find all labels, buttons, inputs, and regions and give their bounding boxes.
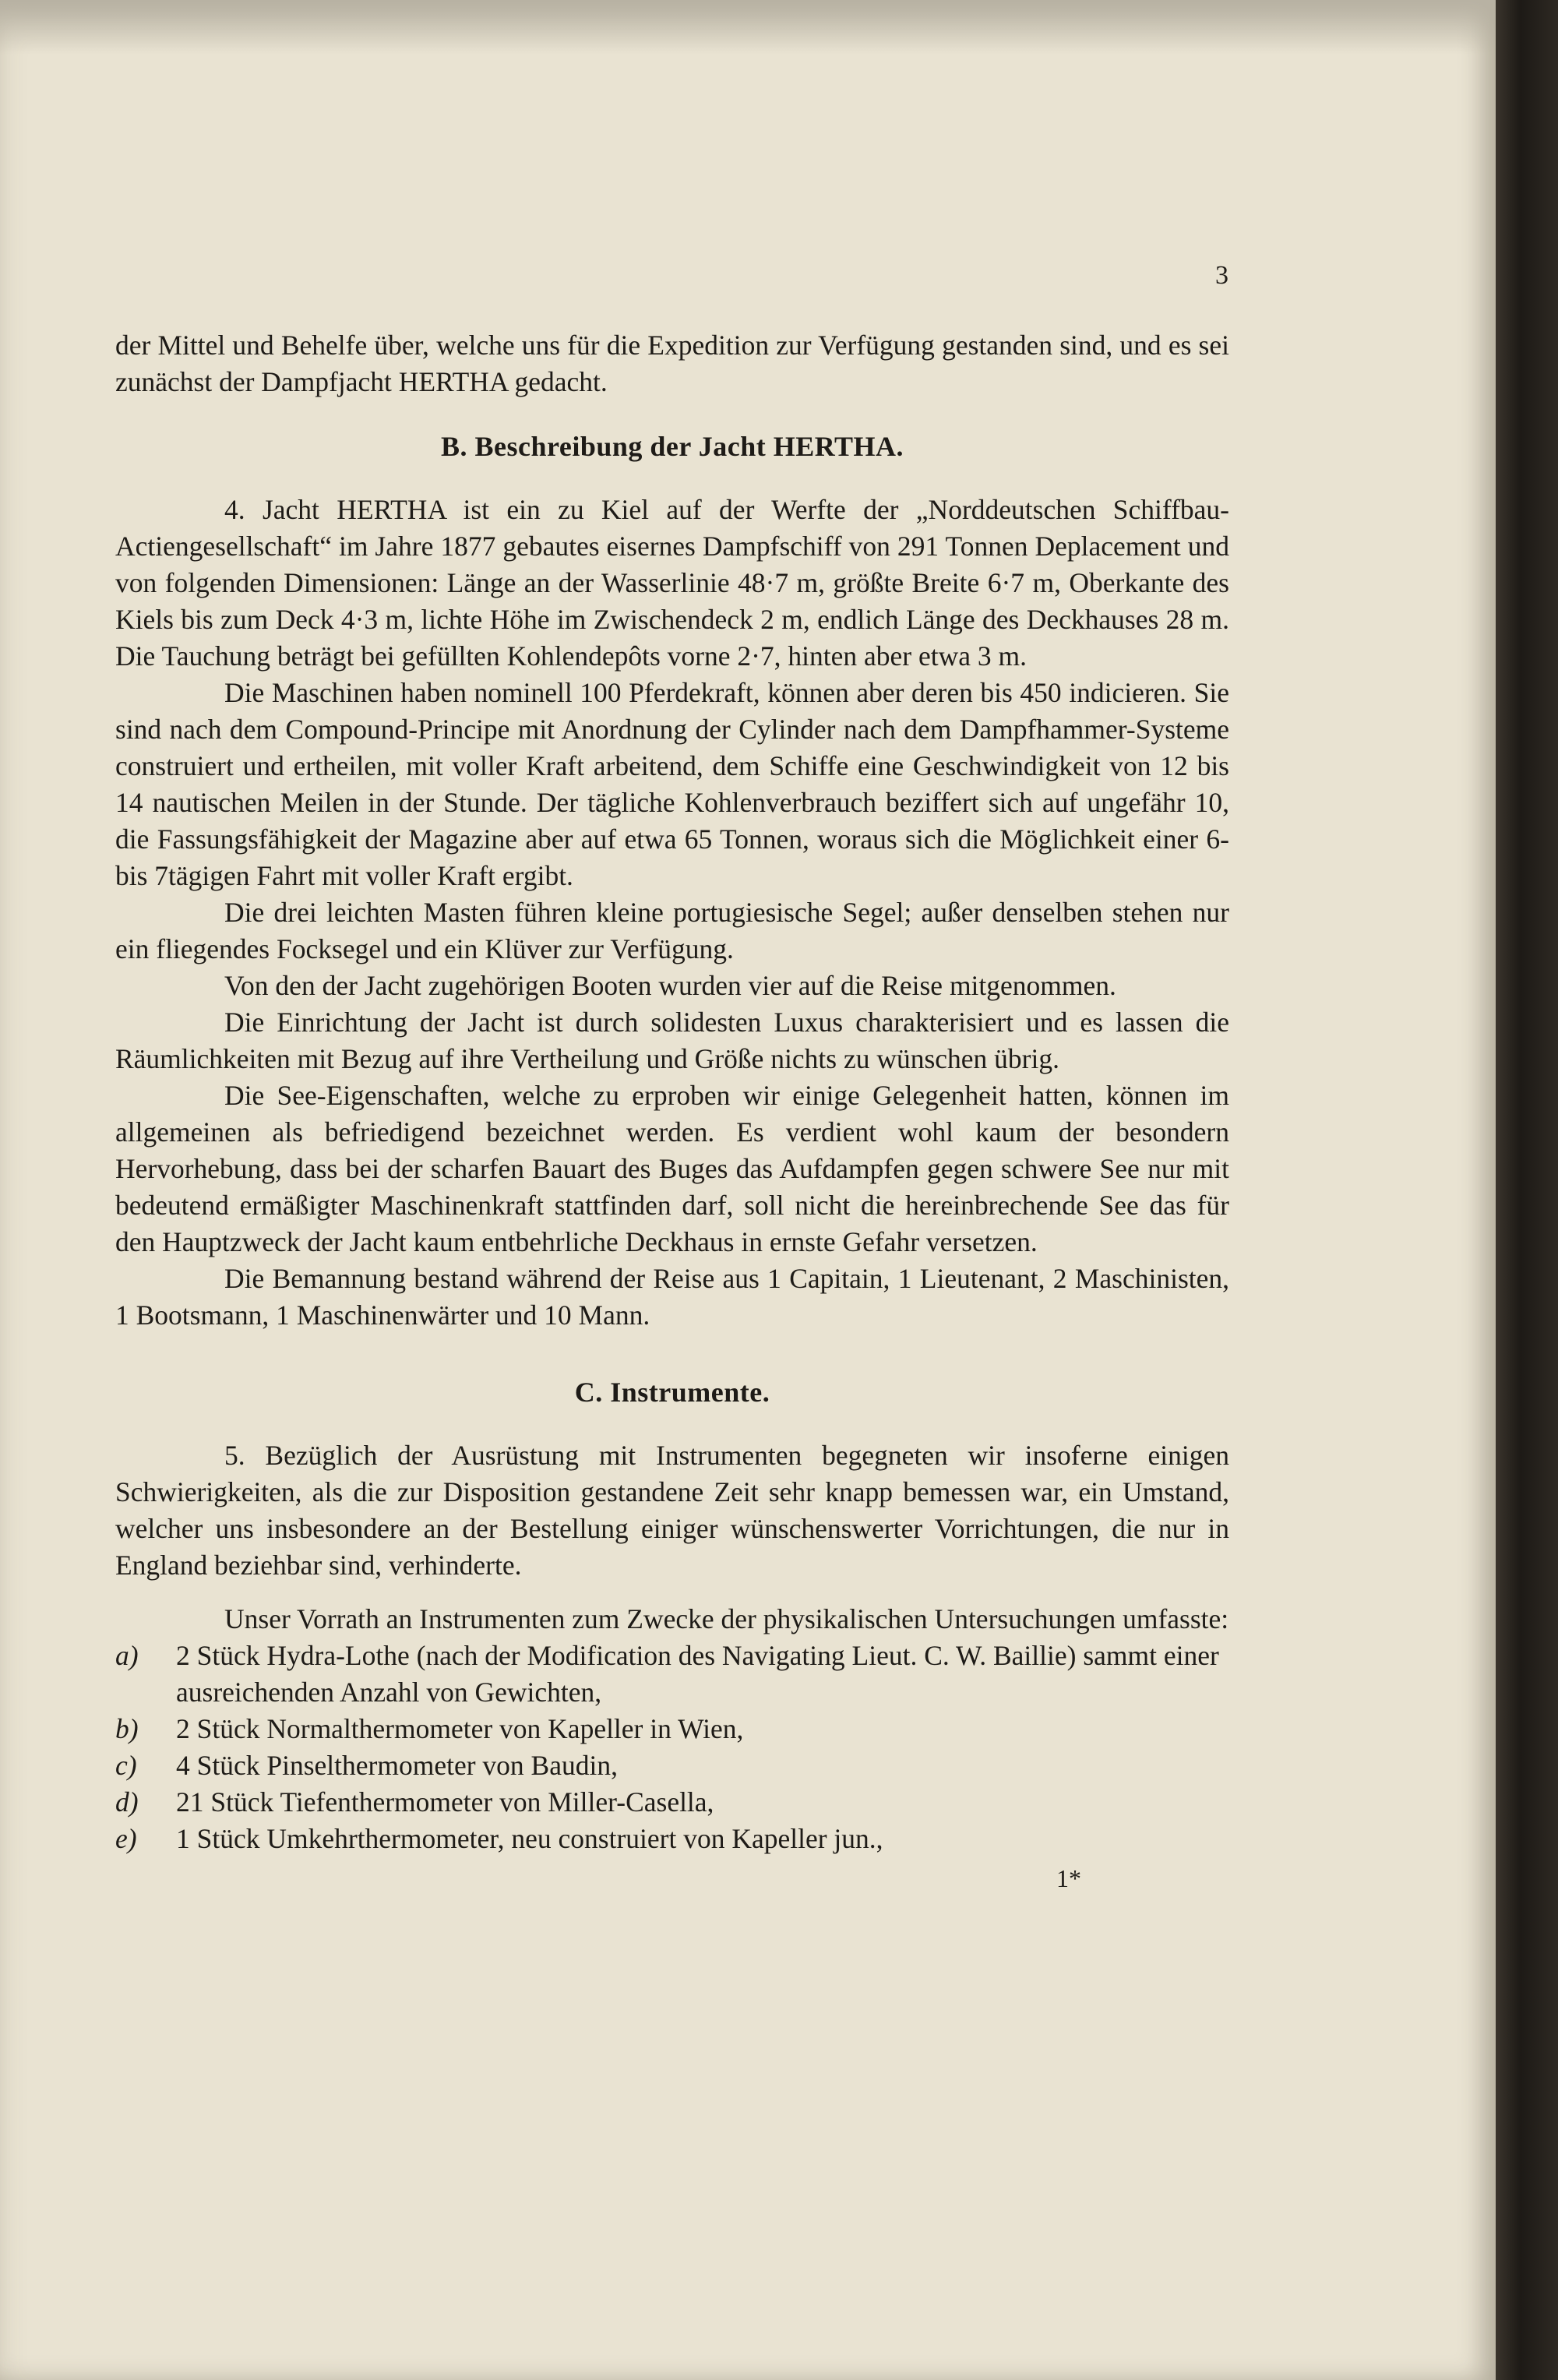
list-item-label: c) <box>115 1750 137 1781</box>
list-item <box>115 1711 1229 1747</box>
page-top-shadow <box>0 0 1496 55</box>
list-item <box>115 1784 1229 1821</box>
list-item-text: 21 Stück Tiefenthermometer von Miller-Casella, <box>176 1786 714 1818</box>
list-item-text: 2 Stück Normalthermometer von Kapeller in Wien, <box>176 1713 744 1744</box>
section-c-heading: C. Instrumente. <box>574 1377 770 1408</box>
list-item <box>115 1747 1229 1784</box>
paragraph-5: 5. Bezüglich der Ausrüstung mit Instrumenten begegneten wir insoferne einigen Schwierigkeiten, als die zur Disposition gestandene Zeit sehr knapp bemessen war, ein Umstand, welcher uns insbesondere an der Bestellung einiger wünschenswerter Vorrichtungen, die nur in England beziehbar sind, verhinderte. <box>115 1440 1229 1581</box>
paragraph-see-eigenschaften: Die See-Eigenschaften, welche zu erproben wir einige Gelegenheit hatten, können im allgemeinen als befriedigend bezeichnet werden. Es verdient wohl kaum der besondern Hervorhebung, dass bei der scharfen Bauart des Buges das Aufdampfen gegen schwere See nur mit bedeutend ermäßigter Maschinenkraft stattfinden darf, soll nicht die hereinbrechende See das für den Hauptzweck der Jacht kaum entbehrliche Deckhaus in ernste Gefahr versetzen. <box>115 1080 1229 1257</box>
list-item <box>115 1638 1229 1711</box>
list-item-text: 2 Stück Hydra-Lothe (nach der Modification des Navigating Lieut. C. W. Baillie) sammt einer ausreichenden Anzahl von Gewichten, <box>176 1640 1219 1708</box>
list-item-label: b) <box>115 1713 139 1744</box>
instrument-list <box>115 1638 1229 1857</box>
paragraph-einrichtung: Die Einrichtung der Jacht ist durch solidesten Luxus charakterisiert und es lassen die Räumlichkeiten mit Bezug auf ihre Vertheilung und Größe nichts zu wünschen übrig. <box>115 1007 1229 1074</box>
paragraph-masten: Die drei leichten Masten führen kleine portugiesische Segel; außer denselben stehen nur ein fliegendes Focksegel und ein Klüver zur Verfügung. <box>115 897 1229 964</box>
paragraph-vorrath: Unser Vorrath an Instrumenten zum Zwecke der physikalischen Untersuchungen umfasste: <box>224 1603 1229 1634</box>
list-item-label: a) <box>115 1640 139 1671</box>
list-item <box>115 1821 1229 1857</box>
paragraph-maschinen: Die Maschinen haben nominell 100 Pferdekraft, können aber deren bis 450 indicieren. Sie sind nach dem Compound-Principe mit Anordnung der Cylinder nach dem Dampfhammer-Systeme construiert und ertheilen, mit voller Kraft arbeitend, dem Schiffe eine Geschwindigkeit von 12 bis 14 nautischen Meilen in der Stunde. Der tägliche Kohlenverbrauch beziffert sich auf ungefähr 10, die Fassungsfähigkeit der Magazine aber auf etwa 65 Tonnen, woraus sich die Möglichkeit einer 6- bis 7tägigen Fahrt mit voller Kraft ergibt. <box>115 677 1229 891</box>
paragraph-bemannung: Die Bemannung bestand während der Reise aus 1 Capitain, 1 Lieutenant, 2 Maschinisten, 1 Bootsmann, 1 Maschinenwärter und 10 Mann. <box>115 1263 1229 1331</box>
section-b-heading: B. Beschreibung der Jacht HERTHA. <box>441 431 904 462</box>
page-number: 3 <box>1215 261 1228 290</box>
page-body <box>115 327 1229 1897</box>
book-binding <box>1496 0 1558 2380</box>
paragraph-booten: Von den der Jacht zugehörigen Booten wurden vier auf die Reise mitgenommen. <box>224 970 1116 1001</box>
list-item-label: d) <box>115 1786 139 1818</box>
list-item-label: e) <box>115 1823 137 1854</box>
signature-mark: 1* <box>1056 1864 1081 1892</box>
paragraph-4: 4. Jacht HERTHA ist ein zu Kiel auf der Werfte der „Norddeutschen Schiffbau-Actiengesellschaft“ im Jahre 1877 gebautes eisernes Dampfschiff von 291 Tonnen Deplacement und von folgenden Dimensionen: Länge an der Wasserlinie 48·7 m, größte Breite 6·7 m, Oberkante des Kiels bis zum Deck 4·3 m, lichte Höhe im Zwischendeck 2 m, endlich Länge des Deckhauses 28 m. Die Tauchung beträgt bei gefüllten Kohlendepôts vorne 2·7, hinten aber etwa 3 m. <box>115 494 1229 672</box>
intro-paragraph: der Mittel und Behelfe über, welche uns für die Expedition zur Verfügung gestanden sind, und es sei zunächst der Dampfjacht HERTHA gedacht. <box>115 330 1229 397</box>
list-item-text: 1 Stück Umkehrthermometer, neu construiert von Kapeller jun., <box>176 1823 883 1854</box>
list-item-text: 4 Stück Pinselthermometer von Baudin, <box>176 1750 618 1781</box>
